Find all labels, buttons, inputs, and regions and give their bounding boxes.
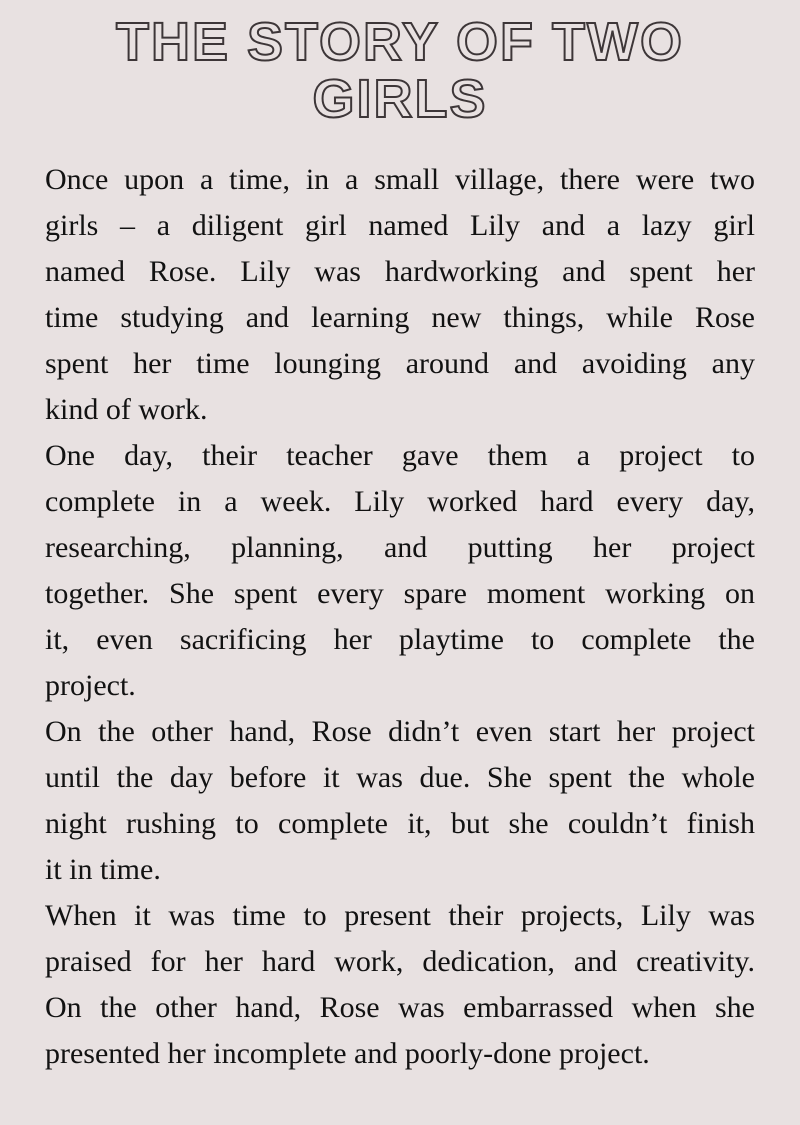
story-line: presented her incomplete and poorly-done project.	[45, 1037, 650, 1070]
story-line: On the other hand, Rose didn’t even start her project	[45, 715, 755, 748]
story-line: When it was time to present their projects, Lily was	[45, 899, 755, 932]
story-line: it in time.	[45, 853, 161, 886]
story-line: One day, their teacher gave them a project to	[45, 439, 755, 472]
paragraph	[45, 893, 755, 1077]
paragraph	[45, 433, 755, 709]
story-line: girls – a diligent girl named Lily and a lazy girl	[45, 209, 755, 242]
story-line: Once upon a time, in a small village, there were two	[45, 163, 755, 196]
paragraph	[45, 157, 755, 433]
story-line: it, even sacrificing her playtime to complete the	[45, 623, 755, 656]
story-line: until the day before it was due. She spent the whole	[45, 761, 755, 794]
title-line-2: GIRLS	[312, 69, 488, 129]
story-line: night rushing to complete it, but she couldn’t finish	[45, 807, 755, 840]
story-text	[45, 157, 755, 1077]
page-title	[45, 14, 755, 128]
story-line: together. She spent every spare moment working on	[45, 577, 755, 610]
title-line-1: THE STORY OF TWO	[115, 12, 685, 72]
story-line: researching, planning, and putting her project	[45, 531, 755, 564]
story-line: project.	[45, 669, 136, 702]
story-line: On the other hand, Rose was embarrassed when she	[45, 991, 755, 1024]
story-line: kind of work.	[45, 393, 208, 426]
story-line: complete in a week. Lily worked hard every day,	[45, 485, 755, 518]
paragraph	[45, 709, 755, 893]
story-line: praised for her hard work, dedication, and creativity.	[45, 945, 755, 978]
story-line: named Rose. Lily was hardworking and spent her	[45, 255, 755, 288]
story-line: spent her time lounging around and avoiding any	[45, 347, 755, 380]
story-line: time studying and learning new things, while Rose	[45, 301, 755, 334]
